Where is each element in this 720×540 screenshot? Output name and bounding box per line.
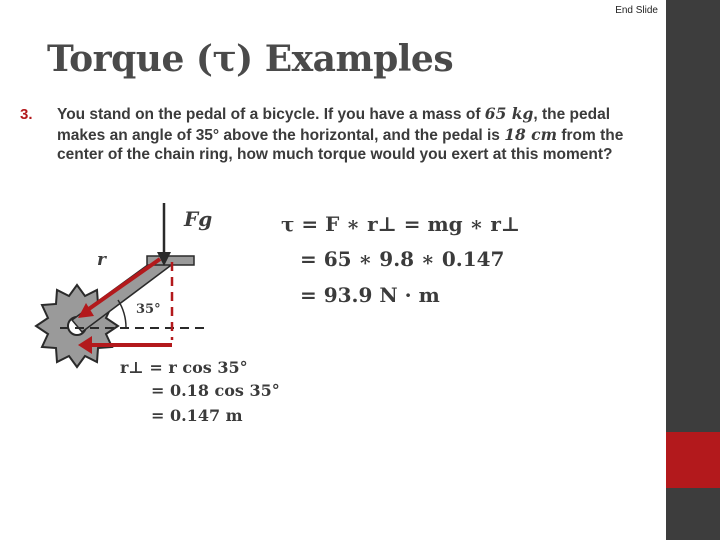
question-number: 3.	[20, 106, 33, 123]
angle-label: 35°	[136, 302, 161, 317]
right-sidebar	[666, 0, 720, 540]
end-slide-link[interactable]: End Slide	[615, 5, 658, 16]
crank-arm	[72, 256, 170, 332]
question-part: from the center of the chain ring, how much torque would you exert at this moment?	[57, 126, 624, 163]
torque-equation-line1: τ = F ∗ r⊥ = mg ∗ r⊥	[281, 212, 521, 236]
slide-title: Torque (τ) Examples	[47, 38, 454, 80]
rperp-equation-line1: r⊥ = r cos 35°	[120, 358, 248, 377]
torque-equation-line3: = 93.9 N · m	[300, 283, 440, 307]
force-label: Fg	[184, 207, 213, 231]
torque-equation-line2: = 65 ∗ 9.8 ∗ 0.147	[300, 247, 505, 271]
question-distance: 18 cm	[504, 124, 558, 144]
radius-label: r	[97, 250, 106, 270]
question-mass: 65 kg	[484, 104, 534, 123]
rperp-equation-line3: = 0.147 m	[151, 406, 243, 425]
rperp-equation-line2: = 0.18 cos 35°	[151, 381, 280, 400]
question-text	[57, 104, 657, 165]
sidebar-accent-block	[666, 432, 720, 488]
question-part: You stand on the pedal of a bicycle. If you have a mass of	[57, 106, 485, 123]
question-part: , the pedal makes an angle of 35° above the horizontal, and the pedal is	[57, 106, 610, 144]
